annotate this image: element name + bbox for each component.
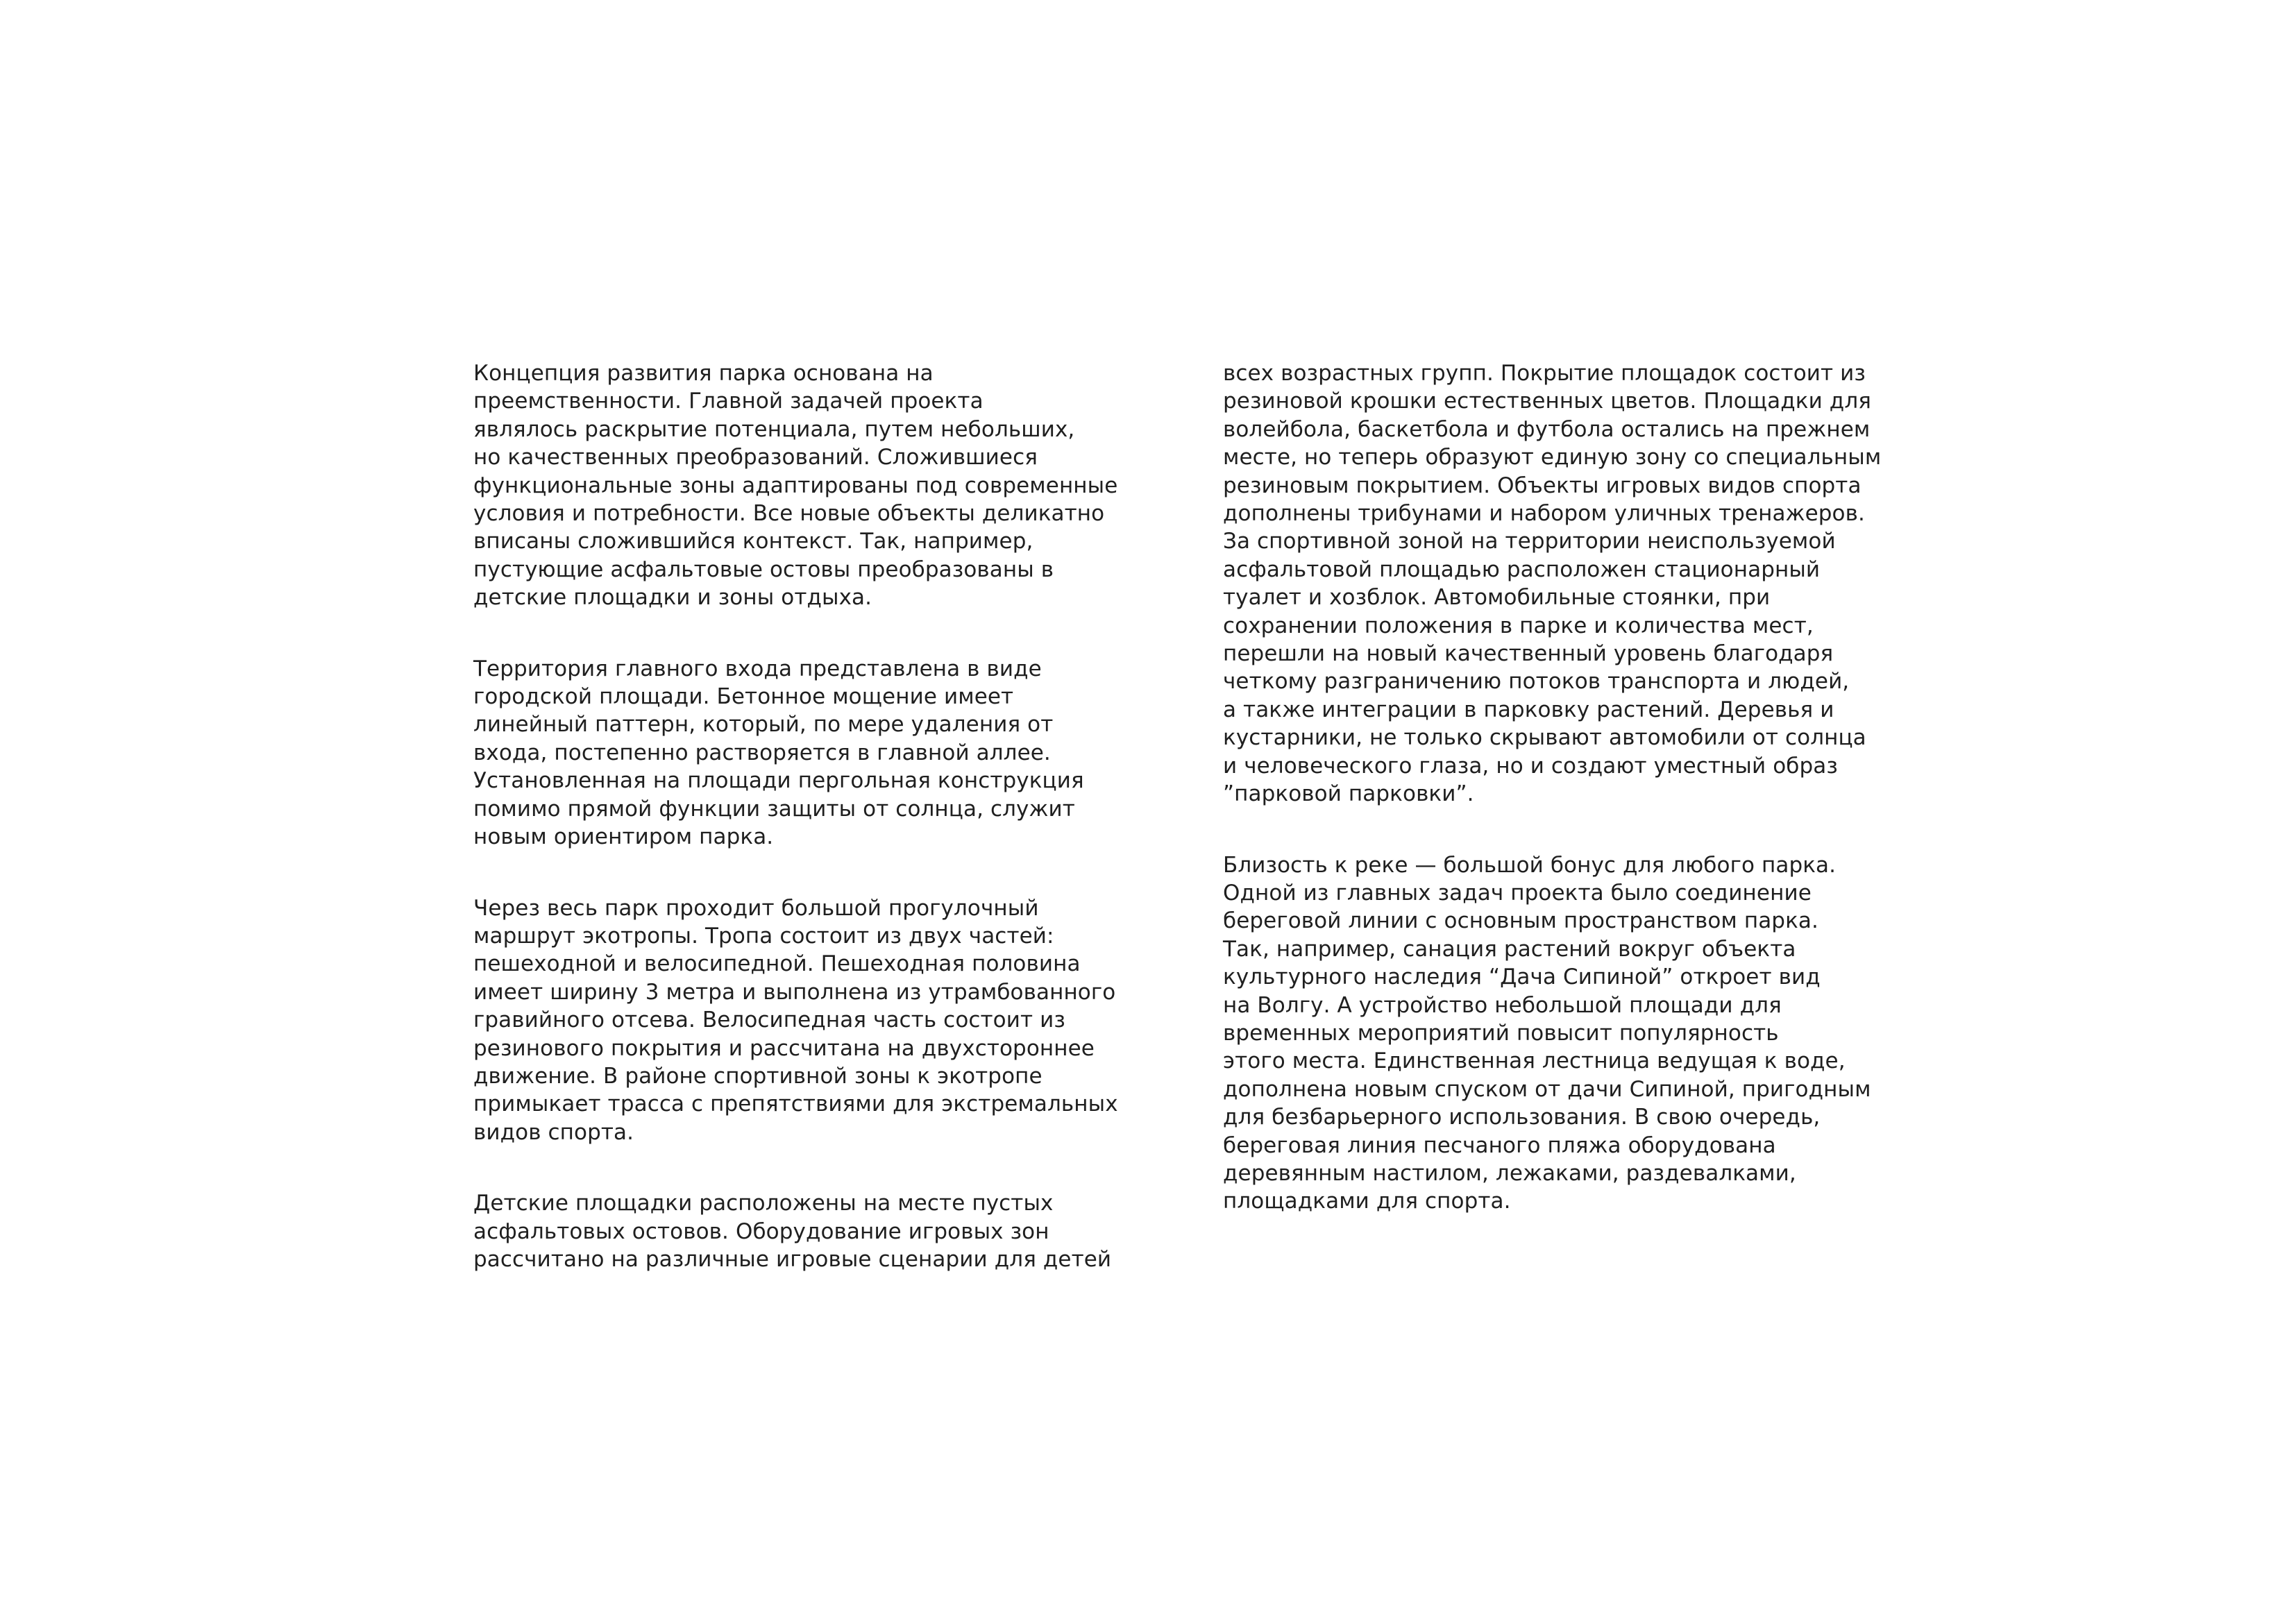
text-line: Так, например, санация растений вокруг объекта <box>1223 936 1796 962</box>
text-line: но качественных преобразований. Сложившиеся <box>473 445 1038 470</box>
text-line: имеет ширину 3 метра и выполнена из утрамбованного <box>473 979 1116 1005</box>
paragraph-playgrounds <box>473 1189 1167 1273</box>
text-line: на Волгу. А устройство небольшой площади для <box>1223 992 1782 1018</box>
text-line: преемственности. Главной задачей проекта <box>473 389 984 414</box>
text-line: вписаны сложившийся контекст. Так, например, <box>473 529 1033 554</box>
text-line: для безбарьерного использования. В свою очередь, <box>1223 1105 1821 1130</box>
text-line: ”парковой парковки”. <box>1223 781 1474 807</box>
text-line: деревянным настилом, лежаками, раздевалками, <box>1223 1160 1796 1186</box>
text-line: четкому разграничению потоков транспорта и людей, <box>1223 669 1850 695</box>
text-line: резиновым покрытием. Объекты игровых видов спорта <box>1223 473 1862 498</box>
text-line: примыкает трасса с препятствиями для экстремальных <box>473 1091 1118 1117</box>
text-line: волейбола, баскетбола и футбола остались на прежнем <box>1223 416 1871 442</box>
text-line: месте, но теперь образуют единую зону со специальным <box>1223 445 1882 470</box>
text-line: кустарники, не только скрывают автомобили от солнца <box>1223 725 1866 751</box>
text-line: гравийного отсева. Велосипедная часть состоит из <box>473 1008 1065 1033</box>
text-line: сохранении положения в парке и количества мест, <box>1223 613 1814 638</box>
text-line: пешеходной и велосипедной. Пешеходная половина <box>473 951 1081 977</box>
paragraph-eco-trail <box>473 894 1167 1147</box>
text-line: береговой линии с основным пространством парка. <box>1223 908 1818 934</box>
text-line: туалет и хозблок. Автомобильные стоянки, при <box>1223 585 1771 611</box>
paragraph-concept <box>473 359 1167 612</box>
text-line: функциональные зоны адаптированы под современные <box>473 473 1118 498</box>
text-line: Близость к реке — большой бонус для любого парка. <box>1223 852 1837 878</box>
text-line: береговая линия песчаного пляжа оборудована <box>1223 1132 1776 1158</box>
paragraph-riverside <box>1223 851 1917 1216</box>
text-line: входа, постепенно растворяется в главной аллее. <box>473 740 1051 765</box>
text-line: являлось раскрытие потенциала, путем небольших, <box>473 416 1075 442</box>
text-line: площадками для спорта. <box>1223 1189 1511 1214</box>
text-line: новым ориентиром парка. <box>473 824 774 850</box>
text-line: и человеческого глаза, но и создают уместный образ <box>1223 753 1838 779</box>
text-line: дополнены трибунами и набором уличных тренажеров. <box>1223 501 1865 527</box>
text-line: условия и потребности. Все новые объекты деликатно <box>473 501 1105 527</box>
text-line: маршрут экотропы. Тропа состоит из двух частей: <box>473 923 1054 949</box>
text-line: рассчитано на различные игровые сценарии для детей <box>473 1246 1112 1272</box>
text-line: асфальтовых остовов. Оборудование игровых зон <box>473 1218 1049 1244</box>
right-text-column <box>1223 359 1917 1259</box>
text-line: а также интеграции в парковку растений. Деревья и <box>1223 697 1834 722</box>
text-line: видов спорта. <box>473 1119 634 1145</box>
text-line: Установленная на площади пергольная конструкция <box>473 768 1084 794</box>
text-line: Концепция развития парка основана на <box>473 361 934 386</box>
text-line: помимо прямой функции защиты от солнца, служит <box>473 796 1075 822</box>
text-line: Через весь парк проходит большой прогулочный <box>473 895 1039 921</box>
text-line: Детские площадки расположены на месте пустых <box>473 1191 1054 1216</box>
left-text-column <box>473 359 1167 1316</box>
text-line: асфальтовой площадью расположен стационарный <box>1223 556 1821 582</box>
text-line: резинового покрытия и рассчитана на двухстороннее <box>473 1035 1095 1061</box>
text-line: детские площадки и зоны отдыха. <box>473 585 872 611</box>
text-line: Территория главного входа представлена в виде <box>473 656 1042 681</box>
text-line: движение. В районе спортивной зоны к экотропе <box>473 1063 1043 1089</box>
text-line: этого места. Единственная лестница ведущая к воде, <box>1223 1048 1846 1074</box>
paragraph-sports-parking <box>1223 359 1917 808</box>
text-line: временных мероприятий повысит популярность <box>1223 1020 1779 1046</box>
text-line: Одной из главных задач проекта было соединение <box>1223 880 1812 906</box>
text-line: резиновой крошки естественных цветов. Площадки для <box>1223 389 1872 414</box>
text-line: городской площади. Бетонное мощение имеет <box>473 684 1014 710</box>
text-line: За спортивной зоной на территории неиспользуемой <box>1223 529 1836 554</box>
text-line: культурного наследия “Дача Сипиной” откроет вид <box>1223 965 1821 990</box>
text-line: дополнена новым спуском от дачи Сипиной, пригодным <box>1223 1076 1871 1102</box>
paragraph-main-entrance <box>473 655 1167 851</box>
text-line: всех возрастных групп. Покрытие площадок состоит из <box>1223 361 1866 386</box>
text-line: перешли на новый качественный уровень благодаря <box>1223 641 1834 667</box>
text-line: пустующие асфальтовые остовы преобразованы в <box>473 556 1054 582</box>
text-line: линейный паттерн, который, по мере удаления от <box>473 712 1054 738</box>
